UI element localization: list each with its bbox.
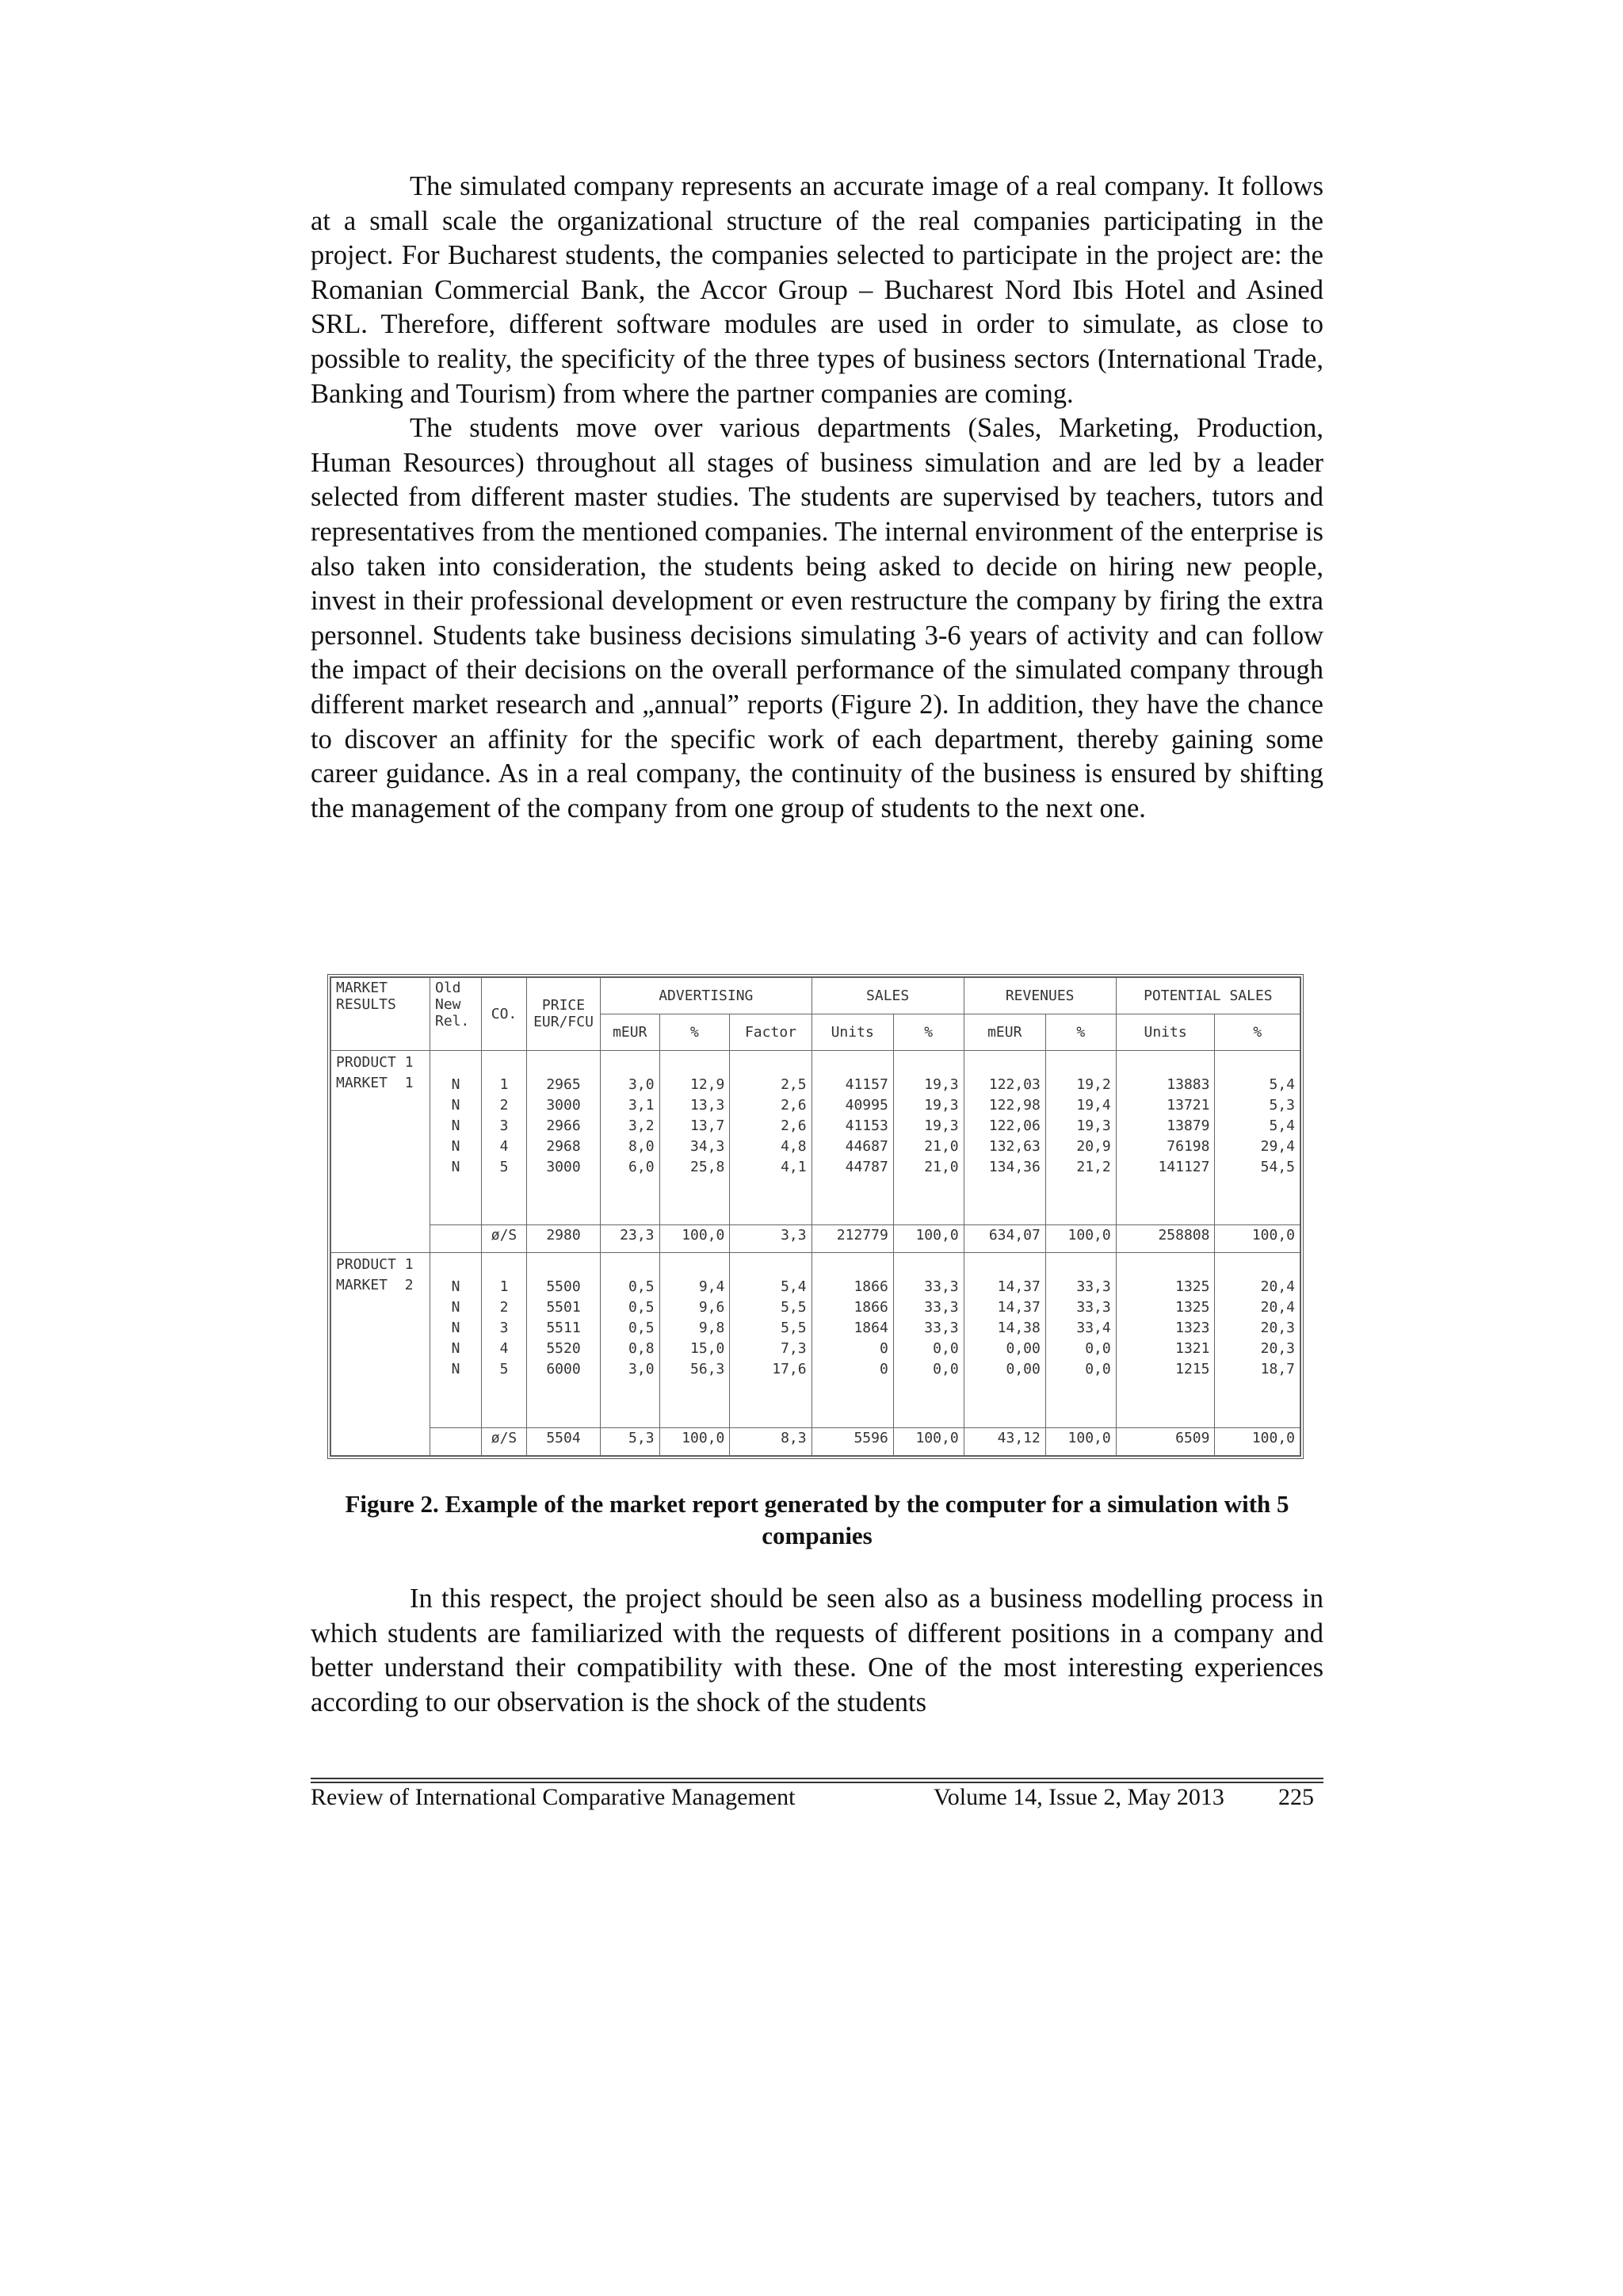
header-sales-units: Units	[812, 1014, 893, 1050]
summary-label: ø/S	[482, 1225, 527, 1253]
volume-info: Volume 14, Issue 2, May 2013	[934, 1784, 1224, 1810]
summary-label: ø/S	[482, 1427, 527, 1455]
summary-sales-pct: 100,0	[893, 1427, 964, 1455]
table-row	[331, 1050, 1300, 1224]
table-row	[331, 1253, 1300, 1427]
sales-units-cell: 41157 40995 41153 44687 44787	[812, 1050, 893, 1224]
adv-factor-cell: 5,4 5,5 5,5 7,3 17,6	[730, 1253, 812, 1427]
summary-rev-meur: 43,12	[964, 1427, 1045, 1455]
summary-adv-factor: 8,3	[730, 1427, 812, 1455]
summary-pot-units: 6509	[1116, 1427, 1215, 1455]
header-price: PRICE EUR/FCU	[527, 978, 601, 1051]
sales-pct-cell: 19,3 19,3 19,3 21,0 21,0	[893, 1050, 964, 1224]
summary-adv-pct: 100,0	[659, 1427, 730, 1455]
summary-price: 5504	[527, 1427, 601, 1455]
pot-pct-cell: 5,4 5,3 5,4 29,4 54,5	[1215, 1050, 1300, 1224]
paragraph-3: In this respect, the project should be seen also as a business modelling process in which students are familiarized with the requests of different positions in a company and better understand their compatibility with these. One of the most interesting experiences according to our observation is the shock of the students	[311, 1584, 1323, 1717]
footer-rule	[311, 1782, 1323, 1783]
summary-adv-meur: 23,3	[601, 1225, 660, 1253]
header-company: CO.	[482, 978, 527, 1051]
header-adv-meur: mEUR	[601, 1014, 660, 1050]
summary-adv-meur: 5,3	[601, 1427, 660, 1455]
header-market-results: MARKET RESULTS	[331, 978, 430, 1051]
price-cell: 5500 5501 5511 5520 6000	[527, 1253, 601, 1427]
footer-rule	[311, 1778, 1323, 1779]
summary-sales-units: 212779	[812, 1225, 893, 1253]
summary-sales-pct: 100,0	[893, 1225, 964, 1253]
pot-units-cell: 13883 13721 13879 76198 141127	[1116, 1050, 1215, 1224]
body-text-bottom	[311, 1582, 1323, 1720]
adv-meur-cell: 3,0 3,1 3,2 8,0 6,0	[601, 1050, 660, 1224]
summary-row	[331, 1225, 1300, 1253]
sales-units-cell: 1866 1866 1864 0 0	[812, 1253, 893, 1427]
header-potential-sales: POTENTIAL SALES	[1116, 978, 1300, 1014]
market-report-table	[330, 977, 1300, 1456]
header-sales: SALES	[812, 978, 964, 1014]
market-report-figure	[327, 974, 1304, 1459]
status-cell: N N N N N	[430, 1253, 482, 1427]
rev-meur-cell: 14,37 14,37 14,38 0,00 0,00	[964, 1253, 1045, 1427]
price-cell: 2965 3000 2966 2968 3000	[527, 1050, 601, 1224]
adv-meur-cell: 0,5 0,5 0,5 0,8 3,0	[601, 1253, 660, 1427]
pot-units-cell: 1325 1325 1323 1321 1215	[1116, 1253, 1215, 1427]
header-sales-pct: %	[893, 1014, 964, 1050]
summary-row	[331, 1427, 1300, 1455]
paragraph-2: The students move over various departments (Sales, Marketing, Production, Human Resources) throughout all stages of business simulation and are led by a leader selected from different master studies. The students are supervised by teachers, tutors and representatives from the mentioned companies. The internal environment of the enterprise is also taken into consideration, the students being asked to decide on hiring new people, invest in their professional development or even restructure the company by firing the extra personnel. Students take business decisions simulating 3-6 years of activity and can follow the impact of their decisions on the overall performance of the simulated company through different market research and „annual” reports (Figure 2). In addition, they have the chance to discover an affinity for the specific work of each department, thereby gaining some career guidance. As in a real company, the continuity of the business is ensured by shifting the management of the company from one group of students to the next one.	[311, 413, 1323, 823]
summary-rev-meur: 634,07	[964, 1225, 1045, 1253]
status-cell: N N N N N	[430, 1050, 482, 1224]
rev-pct-cell: 33,3 33,3 33,4 0,0 0,0	[1045, 1253, 1116, 1427]
figure-caption: Figure 2. Example of the market report generated by the computer for a simulation with 5 companies	[345, 1490, 1289, 1549]
header-status: Old New Rel.	[430, 978, 482, 1051]
rev-meur-cell: 122,03 122,98 122,06 132,63 134,36	[964, 1050, 1045, 1224]
adv-pct-cell: 12,9 13,3 13,7 34,3 25,8	[659, 1050, 730, 1224]
header-adv-pct: %	[659, 1014, 730, 1050]
adv-factor-cell: 2,5 2,6 2,6 4,8 4,1	[730, 1050, 812, 1224]
rev-pct-cell: 19,2 19,4 19,3 20,9 21,2	[1045, 1050, 1116, 1224]
group-label: PRODUCT 1 MARKET 2	[331, 1253, 430, 1456]
summary-rev-pct: 100,0	[1045, 1225, 1116, 1253]
summary-price: 2980	[527, 1225, 601, 1253]
summary-adv-pct: 100,0	[659, 1225, 730, 1253]
company-cell: 1 2 3 4 5	[482, 1253, 527, 1427]
summary-pot-pct: 100,0	[1215, 1427, 1300, 1455]
summary-rev-pct: 100,0	[1045, 1427, 1116, 1455]
header-pot-units: Units	[1116, 1014, 1215, 1050]
paragraph-1: The simulated company represents an accurate image of a real company. It follows at a small scale the organizational structure of the real companies participating in the project. For Bucharest students, the companies selected to participate in the project are: the Romanian Commercial Bank, the Accor Group – Bucharest Nord Ibis Hotel and Asined SRL. Therefore, different software modules are used in order to simulate, as close to possible to reality, the specificity of the three types of business sectors (International Trade, Banking and Tourism) from where the partner companies are coming.	[311, 171, 1323, 409]
header-rev-meur: mEUR	[964, 1014, 1045, 1050]
summary-adv-factor: 3,3	[730, 1225, 812, 1253]
company-cell: 1 2 3 4 5	[482, 1050, 527, 1224]
header-rev-pct: %	[1045, 1014, 1116, 1050]
sales-pct-cell: 33,3 33,3 33,3 0,0 0,0	[893, 1253, 964, 1427]
pot-pct-cell: 20,4 20,4 20,3 20,3 18,7	[1215, 1253, 1300, 1427]
summary-sales-units: 5596	[812, 1427, 893, 1455]
header-adv-factor: Factor	[730, 1014, 812, 1050]
adv-pct-cell: 9,4 9,6 9,8 15,0 56,3	[659, 1253, 730, 1427]
journal-name: Review of International Comparative Management	[311, 1784, 796, 1810]
header-pot-pct: %	[1215, 1014, 1300, 1050]
group-label: PRODUCT 1 MARKET 1	[331, 1050, 430, 1253]
summary-pot-units: 258808	[1116, 1225, 1215, 1253]
page-number: 225	[1278, 1784, 1314, 1810]
summary-pot-pct: 100,0	[1215, 1225, 1300, 1253]
header-revenues: REVENUES	[964, 978, 1116, 1014]
header-advertising: ADVERTISING	[601, 978, 812, 1014]
body-text-top	[311, 170, 1323, 826]
